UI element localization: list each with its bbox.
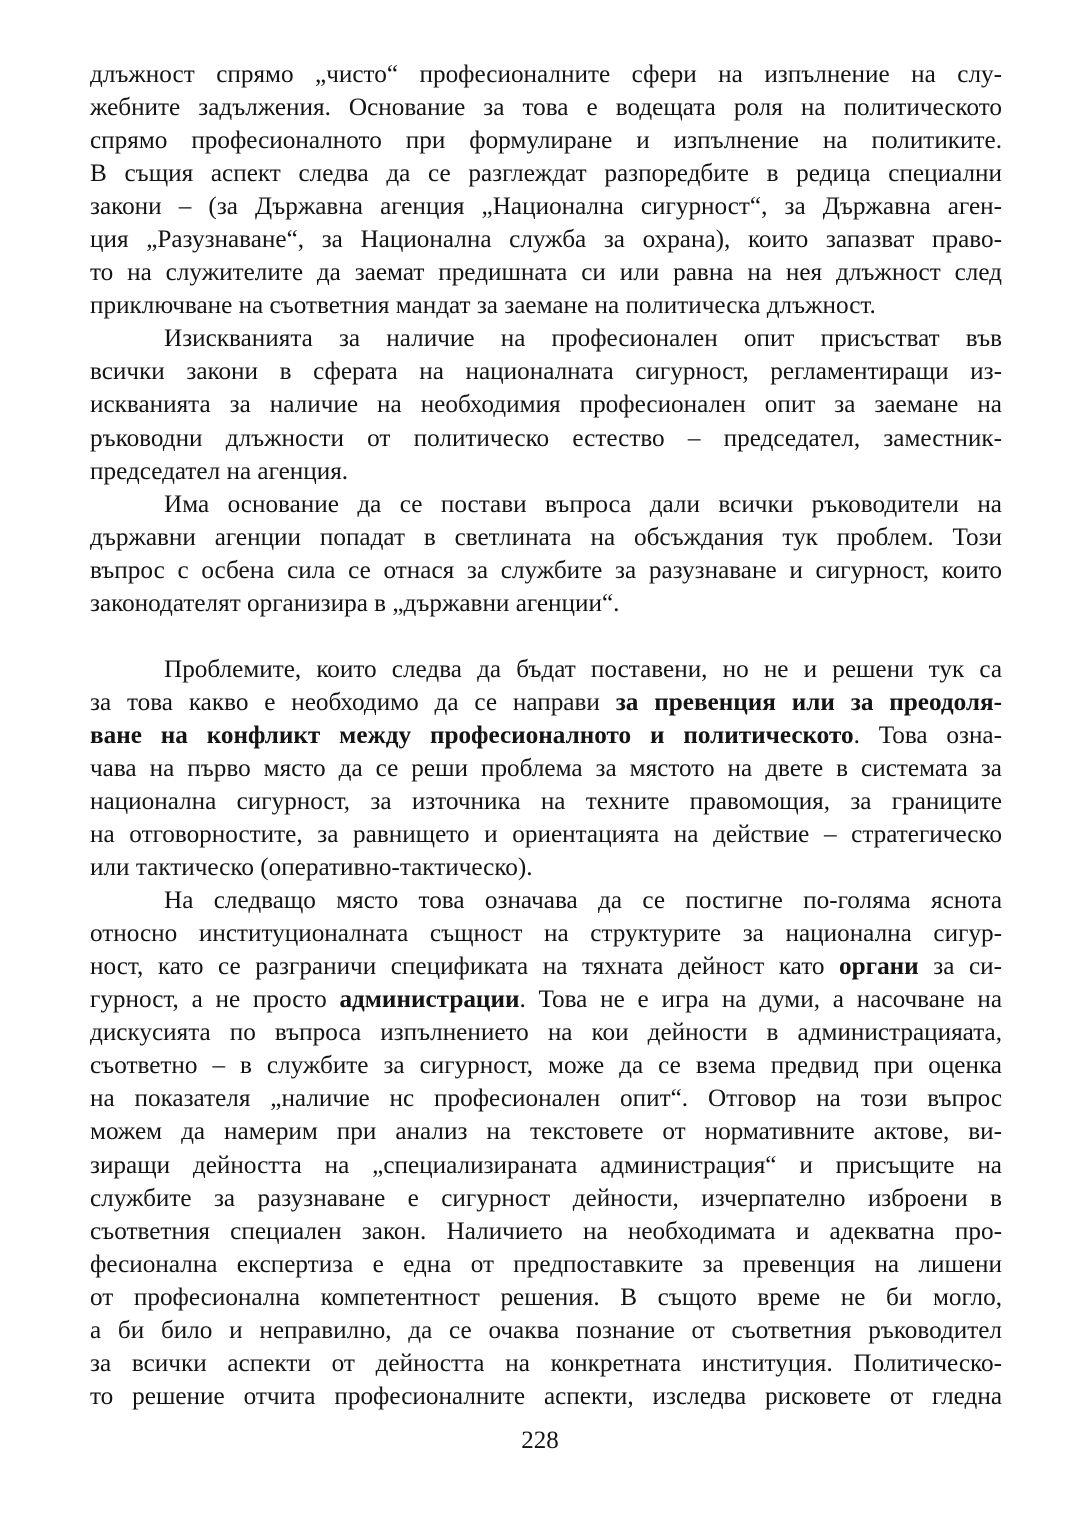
paragraph-4-emphasis-1: за превенция или за преодоля- <box>615 688 1003 716</box>
paragraph-2-line-4: ръководни длъжности от политическо естество – председател, заместник- <box>90 424 1002 452</box>
paragraph-4-line-5: национална сигурност, за източника на техните правомощия, за границите <box>90 787 1002 815</box>
paragraph-5-line-15: за всички аспекти от дейността на конкретната институция. Политическо- <box>90 1349 1002 1377</box>
paragraph-5-line-8: можем да намерим при анализ на текстовете от нормативните актове, ви- <box>90 1118 1002 1146</box>
paragraph-3-line-1: Има основание да се постави въпроса дали всички ръководители на <box>164 490 1002 518</box>
paragraph-1-line-3: спрямо професионалното при формулиране и изпълнение на политиките. <box>90 127 1002 155</box>
paragraph-5-line-1: На следващо място това означава да се постигне по-голяма яснота <box>164 887 1002 915</box>
paragraph-gap <box>90 620 1002 653</box>
paragraph-5-emphasis-organs: органи <box>839 953 919 981</box>
page-body <box>90 58 1002 1413</box>
paragraph-1-line-6: ция „Разузнаване“, за Национална служба за охрана), които запазват право- <box>90 226 1002 254</box>
paragraph-2-line-2: всички закони в сферата на националната сигурност, регламентиращи из- <box>90 358 1002 386</box>
paragraph-4-line-4: чава на първо място да се реши проблема за мястото на двете в системата за <box>90 754 1002 782</box>
page-number: 228 <box>521 1427 559 1454</box>
paragraph-4-line-7: или тактическо (оперативно-тактическо). <box>90 854 533 882</box>
paragraph-1-line-4: В същия аспект следва да се разглеждат разпоредбите в редица специални <box>90 160 1002 188</box>
paragraph-3-line-4: законодателят организира в „държавни агенции“. <box>90 589 620 617</box>
paragraph-3-line-3: въпрос с осбена сила се отнася за службите за разузнаване и сигурност, които <box>90 556 1002 584</box>
paragraph-1-line-8: приключване на съответния мандат за заемане на политическа длъжност. <box>90 292 876 320</box>
paragraph-5-line-4-text-b: . Това не е игра на думи, а насочване на <box>519 986 1002 1014</box>
paragraph-2-line-3: искванията за наличие на необходимия професионален опит за заемане на <box>90 391 1002 419</box>
paragraph-5-line-5: дискусията по въпроса изпълнението на кои дейности в администрацияата, <box>90 1019 1002 1047</box>
paragraph-5-line-16: то решение отчита професионалните аспекти, изследва рисковете от гледна <box>90 1382 1002 1410</box>
paragraph-1-line-1: длъжност спрямо „чисто“ професионалните сфери на изпълнение на слу- <box>90 61 1002 88</box>
paragraph-2-line-1: Изискванията за наличие на професионален опит присъстват във <box>164 325 1002 353</box>
paragraph-5-line-4-text-a: гурност, а не просто <box>90 986 340 1014</box>
paragraph-5-line-3 <box>90 950 1002 983</box>
paragraph-5-line-4 <box>90 983 1002 1016</box>
paragraph-5-line-6: съответно – в службите за сигурност, може да се взема предвид при оценка <box>90 1052 1002 1080</box>
paragraph-4-line-2-text: за това какво е необходимо да се направи <box>90 688 616 716</box>
paragraph-5-line-3-text-a: ност, като се разграничи спецификата на тяхната дейност като <box>90 953 840 981</box>
paragraph-3-line-2: държавни агенции попадат в светлината на обсъждания тук проблем. Този <box>90 523 1002 551</box>
paragraph-5-emphasis-administrations: администрации <box>339 986 520 1014</box>
paragraph-1-line-2: жебните задължения. Основание за това е водещата роля на политическото <box>90 94 1002 122</box>
paragraph-5-line-14: а би било и неправилно, да се очаква познание от съответния ръководител <box>90 1316 1002 1344</box>
paragraph-4-line-3-text: . Това озна- <box>853 721 1003 749</box>
paragraph-4-emphasis-2: ване на конфликт между професионалното и политическото <box>90 721 854 749</box>
paragraph-4-line-1: Проблемите, които следва да бъдат поставени, но не и решени тук са <box>164 655 1002 683</box>
paragraph-1-line-5: закони – (за Държавна агенция „Национална сигурност“, за Държавна аген- <box>90 193 1002 221</box>
paragraph-5-line-13: от професионална компетентност решения. В същото време не би могло, <box>90 1283 1002 1311</box>
paragraph-5-line-12: фесионална експертиза е една от предпоставките за превенция на лишени <box>90 1250 1002 1278</box>
paragraph-1-line-7: то на служителите да заемат предишната си или равна на нея длъжност след <box>90 259 1002 287</box>
paragraph-4-line-3 <box>90 719 1002 752</box>
paragraph-5-line-2: относно институционалната същност на структурите за национална сигур- <box>90 920 1002 948</box>
paragraph-5-line-10: службите за разузнаване е сигурност дейности, изчерпателно изброени в <box>90 1184 1002 1212</box>
paragraph-5-line-9: зиращи дейността на „специализираната администрация“ и присъщите на <box>90 1151 1002 1179</box>
paragraph-4-line-2 <box>90 686 1002 719</box>
paragraph-5-line-11: съответния специален закон. Наличието на необходимата и адекватна про- <box>90 1217 1002 1245</box>
paragraph-5-line-7: на показателя „наличие нс професионален опит“. Отговор на този въпрос <box>90 1085 1002 1113</box>
paragraph-5-line-3-text-b: за си- <box>918 953 1002 981</box>
paragraph-4-line-6: на отговорностите, за равнището и ориентацията на действие – стратегическо <box>90 821 1002 849</box>
paragraph-2-line-5: председател на агенция. <box>90 457 349 485</box>
